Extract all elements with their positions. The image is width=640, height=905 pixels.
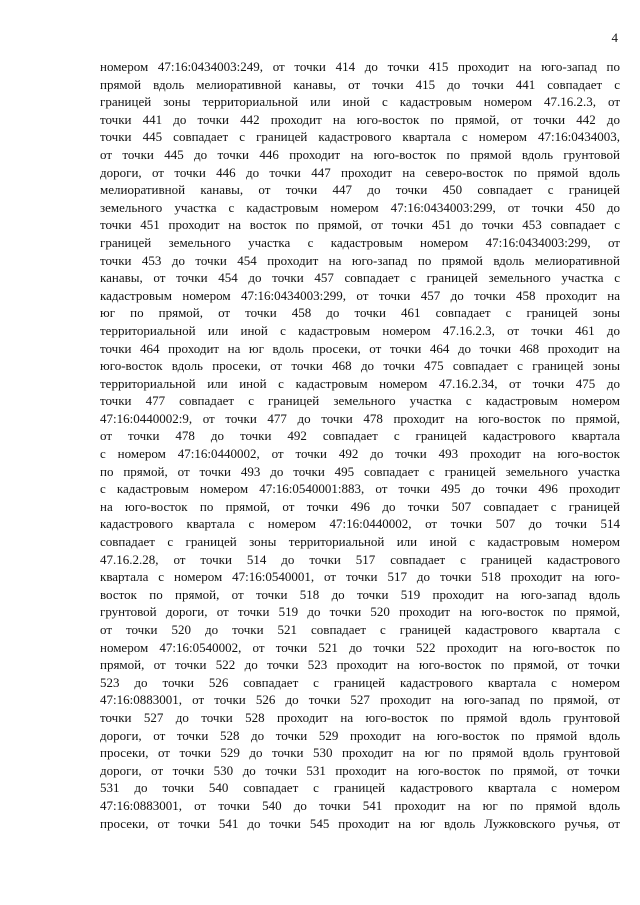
text-line: границей зоны территориальной или иной с кадастровым номером 47.16.2.3, от	[100, 94, 620, 110]
text-line: прямой вдоль мелиоративной канавы, от точки 415 до точки 441 совпадает с	[100, 76, 620, 92]
text-line: по прямой, от точки 493 до точки 495 совпадает с границей земельного участка	[100, 463, 620, 479]
text-line: совпадает с границей зоны территориальной или иной с кадастровым номером	[100, 534, 620, 550]
body-text	[100, 58, 620, 832]
text-line: просеки, от точки 529 до точки 530 проходит на юг по прямой вдоль грунтовой	[100, 745, 620, 761]
text-line: 47:16:0883001, от точки 526 до точки 527 проходит на юго-запад по прямой, от	[100, 692, 620, 708]
text-line: восток по прямой, от точки 518 до точки 519 проходит на юго-запад вдоль	[100, 586, 620, 602]
text-line: от точки 478 до точки 492 совпадает с границей кадастрового квартала	[100, 428, 620, 444]
text-line: номером 47:16:0434003:249, от точки 414 до точки 415 проходит на юго-запад по	[100, 59, 620, 74]
text-line: точки 477 совпадает с границей земельного участка с кадастровым номером	[100, 393, 620, 409]
text-line: дороги, от точки 528 до точки 529 проходит на юго-восток по прямой вдоль	[100, 727, 620, 743]
text-line: дороги, от точки 446 до точки 447 проходит на северо-восток по прямой вдоль	[100, 164, 620, 180]
text-line: 531 до точки 540 совпадает с границей кадастрового квартала с номером	[100, 780, 620, 796]
text-line: просеки, от точки 541 до точки 545 проходит на юг вдоль Лужковского ручья, от	[100, 815, 620, 831]
text-line: номером 47:16:0540002, от точки 521 до точки 522 проходит на юго-восток по	[100, 639, 620, 655]
text-line: квартала с номером 47:16:0540001, от точки 517 до точки 518 проходит на юго-	[100, 569, 620, 585]
text-line: от точки 445 до точки 446 проходит на юго-восток по прямой вдоль грунтовой	[100, 146, 620, 162]
text-line: 47:16:0440002:9, от точки 477 до точки 478 проходит на юго-восток по прямой,	[100, 410, 620, 426]
text-line: точки 451 проходит на восток по прямой, от точки 451 до точки 453 совпадает с	[100, 217, 620, 233]
text-line: кадастрового квартала с номером 47:16:0440002, от точки 507 до точки 514	[100, 516, 620, 532]
text-line: территориальной или иной с кадастровым номером 47.16.2.3, от точки 461 до	[100, 322, 620, 338]
text-line: от точки 520 до точки 521 совпадает с границей кадастрового квартала с	[100, 622, 620, 637]
text-line: с кадастровым номером 47:16:0540001:883, от точки 495 до точки 496 проходит	[100, 481, 620, 497]
text-line: 523 до точки 526 совпадает с границей кадастрового квартала с номером	[100, 674, 620, 690]
text-line: 47:16:0883001, от точки 540 до точки 541 проходит на юг по прямой вдоль	[100, 797, 620, 813]
text-line: границей земельного участка с кадастровым номером 47:16:0434003:299, от	[100, 234, 620, 250]
text-line: кадастровым номером 47:16:0434003:299, от точки 457 до точки 458 проходит на	[100, 287, 620, 303]
text-line: точки 441 до точки 442 проходит на юго-восток по прямой, от точки 442 до	[100, 111, 620, 127]
text-line: грунтовой дороги, от точки 519 до точки 520 проходит на юго-восток по прямой,	[100, 604, 620, 620]
text-line: с номером 47:16:0440002, от точки 492 до точки 493 проходит на юго-восток	[100, 446, 620, 462]
text-line: точки 527 до точки 528 проходит на юго-восток по прямой вдоль грунтовой	[100, 709, 620, 725]
text-line: канавы, от точки 454 до точки 457 совпадает с границей земельного участка с	[100, 270, 620, 286]
page-number: 4	[611, 30, 618, 45]
text-line: точки 445 совпадает с границей кадастрового квартала с номером 47:16:0434003,	[100, 129, 620, 145]
text-line: точки 464 проходит на юг вдоль просеки, от точки 464 до точки 468 проходит на	[100, 340, 620, 356]
text-line: территориальной или иной с кадастровым номером 47.16.2.34, от точки 475 до	[100, 375, 620, 391]
text-line: на юго-восток по прямой, от точки 496 до точки 507 совпадает с границей	[100, 498, 620, 514]
text-line: земельного участка с кадастровым номером 47:16:0434003:299, от точки 450 до	[100, 199, 620, 215]
text-line: мелиоративной канавы, от точки 447 до точки 450 совпадает с границей	[100, 182, 620, 198]
text-line: 47.16.2.28, от точки 514 до точки 517 совпадает с границей кадастрового	[100, 551, 620, 567]
text-line: юго-восток вдоль просеки, от точки 468 до точки 475 совпадает с границей зоны	[100, 358, 620, 374]
text-line: точки 453 до точки 454 проходит на юго-запад по прямой вдоль мелиоративной	[100, 252, 620, 268]
text-line: дороги, от точки 530 до точки 531 проходит на юго-восток по прямой, от точки	[100, 762, 620, 778]
text-line: прямой, от точки 522 до точки 523 проходит на юго-восток по прямой, от точки	[100, 657, 620, 673]
text-line: юг по прямой, от точки 458 до точки 461 совпадает с границей зоны	[100, 305, 620, 321]
